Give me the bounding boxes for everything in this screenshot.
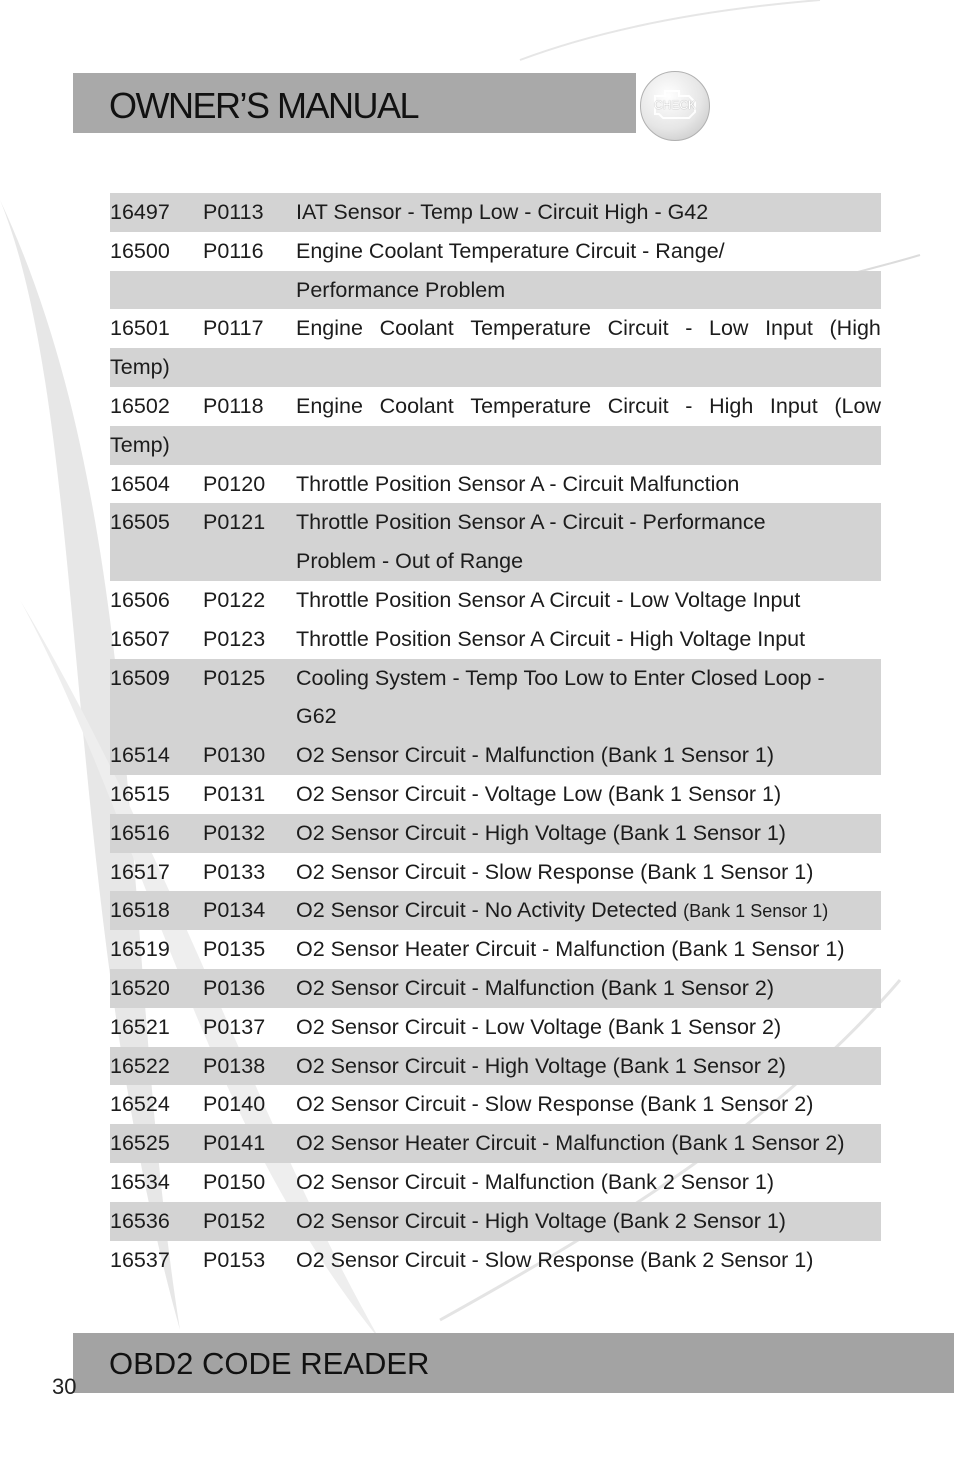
header-bar	[73, 73, 636, 133]
description-continuation: Performance Problem	[296, 277, 506, 302]
table-row	[110, 1008, 881, 1047]
manufacturer-code: 16517	[110, 859, 170, 884]
code-description	[296, 891, 881, 931]
description-text: Throttle Position Sensor A - Circuit Malfunction	[296, 471, 740, 496]
manufacturer-code: 16502	[110, 393, 170, 418]
description-word: Engine	[296, 393, 363, 418]
manufacturer-code: 16515	[110, 781, 170, 806]
obd2-code: P0138	[203, 1053, 266, 1078]
obd2-code: P0120	[203, 471, 266, 496]
description-word: Input	[765, 316, 813, 341]
table-row	[110, 620, 881, 659]
table-row	[110, 193, 881, 232]
description-text: O2 Sensor Circuit - High Voltage (Bank 2 Sensor 1)	[296, 1208, 786, 1233]
description-text: O2 Sensor Circuit - Slow Response (Bank 2 Sensor 1)	[296, 1247, 814, 1272]
manufacturer-code: 16521	[110, 1014, 170, 1039]
footer-bar	[73, 1333, 954, 1393]
obd2-code: P0121	[203, 510, 266, 535]
obd2-code: P0113	[203, 200, 264, 224]
description-text: O2 Sensor Circuit - High Voltage (Bank 1 Sensor 1)	[296, 820, 786, 845]
table-row	[110, 309, 881, 348]
obd2-code: P0123	[203, 626, 266, 651]
table-row-continuation	[110, 542, 881, 581]
description-text: O2 Sensor Circuit - Malfunction (Bank 1 Sensor 1)	[296, 743, 774, 768]
table-row	[110, 969, 881, 1008]
description-text: O2 Sensor Heater Circuit - Malfunction (Bank 1 Sensor 2)	[296, 1131, 845, 1156]
code-description	[296, 387, 881, 426]
description-continuation: G62	[296, 704, 337, 729]
table-row	[110, 1241, 881, 1280]
manufacturer-code: 16500	[110, 238, 170, 263]
description-text: Engine Coolant Temperature Circuit - Range/	[296, 238, 725, 263]
description-word: Temperature	[470, 316, 592, 341]
description-word: Engine	[296, 316, 363, 341]
manufacturer-code: 16534	[110, 1169, 170, 1194]
manufacturer-code: 16505	[110, 510, 170, 535]
table-row-continuation	[110, 697, 881, 736]
check-engine-text: CHECK	[653, 98, 696, 112]
table-row	[110, 930, 881, 969]
description-text: O2 Sensor Circuit - High Voltage (Bank 1 Sensor 2)	[296, 1053, 786, 1078]
description-text: O2 Sensor Circuit - Slow Response (Bank 1 Sensor 2)	[296, 1092, 814, 1117]
table-row-continuation	[110, 426, 881, 465]
description-word: (Low	[834, 393, 881, 418]
description-word: Coolant	[379, 316, 454, 341]
manufacturer-code: 16504	[110, 471, 170, 496]
description-text: O2 Sensor Circuit - Voltage Low (Bank 1 Sensor 1)	[296, 781, 782, 806]
code-description	[296, 503, 881, 542]
code-description	[296, 1008, 881, 1047]
description-text: O2 Sensor Circuit - Slow Response (Bank 1 Sensor 1)	[296, 859, 814, 884]
manufacturer-code: 16516	[110, 820, 170, 845]
description-small-text: (Bank 1 Sensor 1)	[683, 901, 829, 922]
manufacturer-code: 16537	[110, 1247, 170, 1272]
description-word: Low	[708, 316, 749, 341]
check-engine-badge	[640, 71, 710, 141]
manufacturer-code: 16522	[110, 1053, 170, 1078]
code-description	[296, 581, 881, 620]
description-continuation: Temp)	[110, 432, 170, 457]
obd2-code: P0130	[203, 743, 266, 768]
table-row	[110, 387, 881, 426]
table-row	[110, 232, 881, 271]
manufacturer-code: 16497	[110, 200, 170, 224]
description-word: (High	[829, 316, 881, 341]
description-text: O2 Sensor Circuit - Malfunction (Bank 1 Sensor 2)	[296, 975, 774, 1000]
description-continuation: Problem - Out of Range	[296, 549, 524, 574]
table-row	[110, 465, 881, 504]
table-row	[110, 1124, 881, 1163]
code-description	[296, 1047, 881, 1086]
manufacturer-code: 16518	[110, 898, 170, 923]
description-continuation: Temp)	[110, 355, 170, 380]
table-row	[110, 736, 881, 775]
table-row	[110, 503, 881, 542]
manufacturer-code: 16509	[110, 665, 170, 690]
table-row-continuation	[110, 271, 881, 310]
table-row	[110, 581, 881, 620]
description-word: Coolant	[379, 393, 454, 418]
description-text: Cooling System - Temp Too Low to Enter Closed Loop -	[296, 665, 825, 690]
code-description	[296, 775, 881, 814]
manufacturer-code: 16525	[110, 1131, 170, 1156]
obd2-code: P0137	[203, 1014, 266, 1039]
obd2-code: P0133	[203, 859, 266, 884]
table-row	[110, 891, 881, 930]
code-description	[296, 814, 881, 853]
description-text: Throttle Position Sensor A Circuit - High Voltage Input	[296, 626, 806, 651]
obd2-code: P0122	[203, 587, 266, 612]
description-word: Input	[769, 393, 818, 418]
description-text: O2 Sensor Circuit - Malfunction (Bank 2 Sensor 1)	[296, 1169, 774, 1194]
header-title: OWNER’S MANUAL	[109, 85, 419, 126]
code-description	[296, 1202, 881, 1241]
obd2-code: P0135	[203, 937, 266, 962]
code-description	[296, 659, 881, 698]
table-row	[110, 853, 881, 892]
code-description	[296, 930, 881, 969]
description-word: -	[685, 316, 693, 341]
code-description	[296, 309, 881, 348]
description-text: Throttle Position Sensor A Circuit - Low Voltage Input	[296, 587, 801, 612]
table-row	[110, 775, 881, 814]
description-word: -	[685, 393, 693, 418]
manufacturer-code: 16520	[110, 975, 170, 1000]
description-text: O2 Sensor Heater Circuit - Malfunction (Bank 1 Sensor 1)	[296, 937, 845, 962]
obd2-code: P0150	[203, 1169, 266, 1194]
obd2-code: P0136	[203, 975, 266, 1000]
code-description	[296, 1124, 881, 1163]
description-text: Throttle Position Sensor A - Circuit - Performance	[296, 510, 766, 535]
obd2-code: P0131	[203, 781, 266, 806]
manufacturer-code: 16514	[110, 743, 170, 768]
code-description	[296, 1085, 881, 1124]
manufacturer-code: 16501	[110, 316, 170, 341]
table-row	[110, 1047, 881, 1086]
trouble-code-table	[110, 193, 881, 1279]
obd2-code: P0134	[203, 898, 266, 923]
manufacturer-code: 16524	[110, 1092, 170, 1117]
description-word: High	[709, 393, 754, 418]
code-description	[296, 1241, 881, 1280]
manufacturer-code: 16519	[110, 937, 170, 962]
obd2-code: P0132	[203, 820, 266, 845]
page-number: 30	[52, 1374, 77, 1399]
code-description	[296, 465, 881, 504]
obd2-code: P0152	[203, 1208, 266, 1233]
table-row	[110, 1202, 881, 1241]
code-description	[296, 193, 881, 232]
description-word: Circuit	[607, 393, 669, 418]
obd2-code: P0141	[203, 1131, 266, 1156]
code-description	[296, 232, 881, 271]
footer-title: OBD2 CODE READER	[109, 1346, 430, 1381]
code-description	[296, 1163, 881, 1202]
obd2-code: P0125	[203, 665, 266, 690]
table-row	[110, 659, 881, 698]
manufacturer-code: 16536	[110, 1208, 170, 1233]
obd2-code: P0140	[203, 1092, 266, 1117]
description-word: Temperature	[470, 393, 592, 418]
code-description	[296, 620, 881, 659]
table-row	[110, 814, 881, 853]
obd2-code: P0117	[203, 316, 264, 341]
code-description	[296, 736, 881, 775]
table-row	[110, 1085, 881, 1124]
table-row-continuation	[110, 348, 881, 387]
code-description	[296, 853, 881, 892]
description-text: O2 Sensor Circuit - Low Voltage (Bank 1 Sensor 2)	[296, 1014, 782, 1039]
obd2-code: P0118	[203, 393, 264, 418]
obd2-code: P0153	[203, 1247, 266, 1272]
manufacturer-code: 16507	[110, 626, 170, 651]
description-word: Circuit	[607, 316, 669, 341]
code-description	[296, 969, 881, 1008]
obd2-code: P0116	[203, 238, 264, 263]
description-text: IAT Sensor - Temp Low - Circuit High - G42	[296, 200, 709, 224]
description-text: O2 Sensor Circuit - No Activity Detected	[296, 898, 678, 923]
table-row	[110, 1163, 881, 1202]
manufacturer-code: 16506	[110, 587, 170, 612]
